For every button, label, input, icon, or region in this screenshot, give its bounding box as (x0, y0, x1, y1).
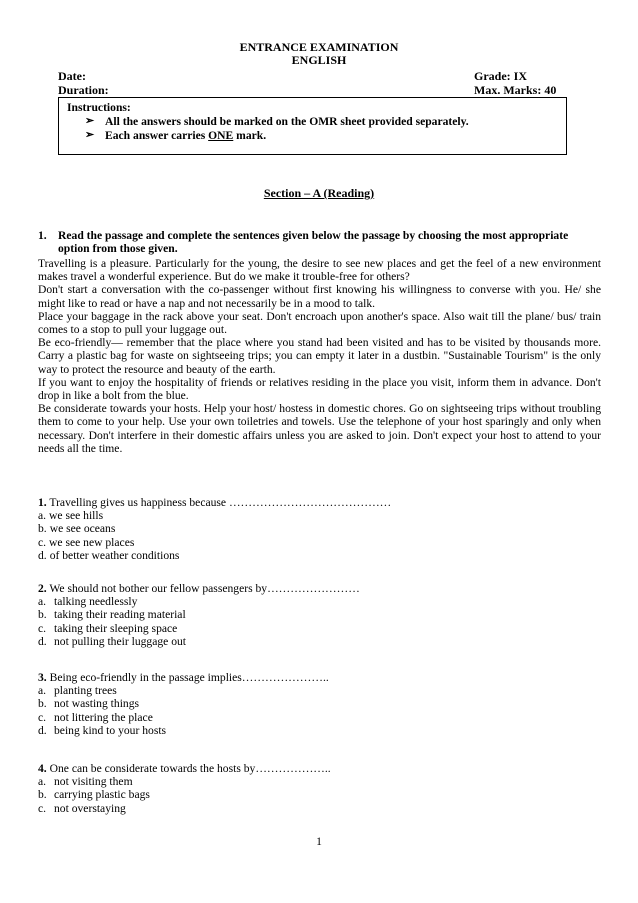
reading-passage (38, 257, 601, 455)
mcq-option: b. taking their reading material (38, 608, 186, 622)
instructions-box (58, 97, 567, 155)
mcq-option: b. carrying plastic bags (38, 788, 150, 802)
mcq-question (38, 496, 601, 562)
passage-paragraph: If you want to enjoy the hospitality of friends or relatives residing in the place you visit, inform them in advance. Don't drop in like a bolt from the blue. (38, 375, 601, 403)
passage-paragraph: Be considerate towards your hosts. Help your host/ hostess in domestic chores. Go on sightseeing trips without troubling them to come to your help. Use your own toiletries and towels. Use the telephone of your host sparingly and only when necessary. Don't interfere in their domestic affairs unless you are asked to join. Don't expect your host to attend to your needs all the time. (38, 402, 601, 455)
grade-label: Grade: IX (474, 69, 527, 83)
passage-paragraph: Don't start a conversation with the co-passenger without first knowing his willingness to converse with you. He/ she might like to read or have a nap and not necessarily be in a mood to talk. (38, 283, 601, 310)
duration-label: Duration: (58, 83, 109, 97)
mcq-option: a. we see hills (38, 509, 104, 523)
question-number: 1. (38, 229, 47, 242)
instruction-item (67, 129, 558, 142)
passage-paragraph: Travelling is a pleasure. Particularly for the young, the desire to see new places and get the feel of a new environment makes travel a wonderful experience. But do we make it trouble-free for others? (38, 257, 601, 284)
passage-paragraph: Place your baggage in the rack above your seat. Don't encroach upon another's space. Also wait till the plane/ bus/ train comes to a stop to pull your luggage out. (38, 309, 601, 337)
arrow-bullet-icon: ➢ (85, 129, 95, 142)
arrow-bullet-icon: ➢ (85, 115, 95, 128)
mcq-stem: 2. We should not bother our fellow passengers by…………………… (38, 582, 360, 595)
mcq-stem: 4. One can be considerate towards the hosts by……………….. (38, 762, 331, 775)
mcq-option: c. taking their sleeping space (38, 621, 178, 635)
emphasis-one: ONE (208, 129, 234, 143)
instruction-text: All the answers should be marked on the OMR sheet provided separately. (105, 115, 469, 129)
mcq-question (38, 582, 601, 648)
mcq-option: b. we see oceans (38, 522, 116, 536)
exam-subject: ENGLISH (291, 53, 347, 67)
mcq-option: c. not overstaying (38, 801, 126, 815)
mcq-stem: 3. Being eco-friendly in the passage implies………………….. (38, 671, 329, 684)
mcq-stem: 1. Travelling gives us happiness because …………………………………… (38, 496, 392, 509)
mcq-question (38, 671, 601, 737)
date-label: Date: (58, 69, 86, 83)
question-text: Read the passage and complete the sentences given below the passage by choosing the most appropriate option from those given. (58, 229, 569, 256)
instruction-item (67, 115, 558, 128)
max-marks-label: Max. Marks: 40 (474, 83, 557, 97)
instructions-heading: Instructions: (67, 101, 131, 114)
mcq-option: d. not pulling their luggage out (38, 634, 187, 648)
mcq-option: b. not wasting things (38, 697, 140, 711)
mcq-question (38, 762, 601, 815)
question-main (38, 229, 598, 255)
mcq-option: a. talking needlessly (38, 595, 138, 609)
page-number: 1 (316, 835, 322, 848)
mcq-option: d. being kind to your hosts (38, 723, 167, 737)
passage-paragraph: Be eco-friendly— remember that the place where you stand had been visited and has to be visited by thousands more. Carry a plastic bag for waste on sightseeing trips; you can empty it later in a dustbin. "Sustainable Tourism" is the only way to protect the resource and beauty of the earth. (38, 336, 601, 376)
section-title: Section – A (Reading) (263, 186, 375, 200)
exam-title: ENTRANCE EXAMINATION (239, 40, 399, 54)
mcq-option: c. not littering the place (38, 710, 153, 724)
mcq-option: c. we see new places (38, 535, 135, 549)
mcq-option: d. of better weather conditions (38, 548, 180, 562)
instruction-text: Each answer carries ONE mark. (105, 129, 267, 143)
mcq-option: a. not visiting them (38, 775, 133, 789)
mcq-option: a. planting trees (38, 684, 117, 698)
